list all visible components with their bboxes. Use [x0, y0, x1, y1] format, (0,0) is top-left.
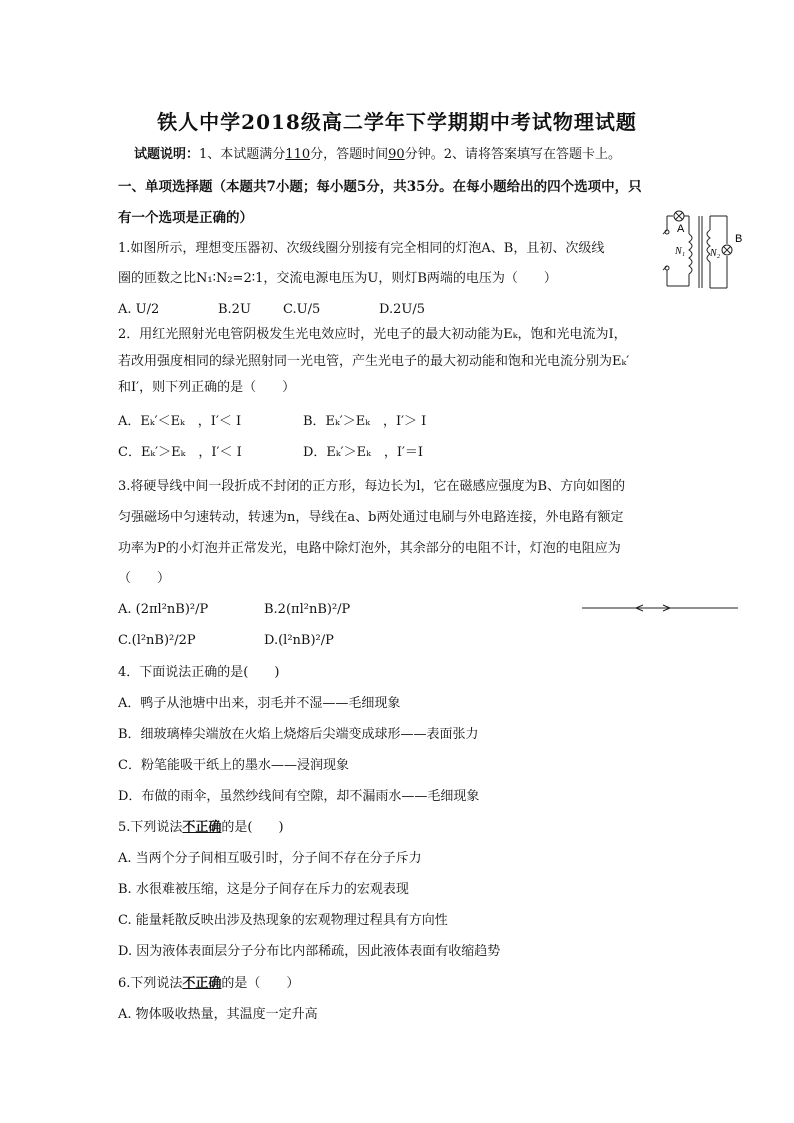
q4-stem: 4．下面说法正确的是( ): [118, 665, 280, 680]
instructions-part3: 分钟。2、请将答案填写在答题卡上。: [404, 147, 621, 162]
q2-option-a: A．Eₖ′＜Eₖ ，I′＜ I: [118, 414, 242, 429]
q4-option-b: B．细玻璃棒尖端放在火焰上烧熔后尖端变成球形——表面张力: [118, 727, 479, 742]
transformer-diagram: [655, 208, 765, 293]
magnetic-field-figure: [580, 600, 742, 616]
q6-stem-start: 6.下列说法: [118, 976, 183, 991]
q5-option-a: A. 当两个分子间相互吸引时，分子间不存在分子斥力: [118, 851, 422, 866]
section1-heading-line1: 一、单项选择题（本题共7小题；每小题5分，共35分。在每小题给出的四个选项中，只: [118, 179, 642, 195]
q3-stem-line4: （ ）: [118, 571, 171, 586]
label-n2: N₂: [710, 248, 721, 259]
q2-option-c: C．Eₖ′＞Eₖ ，I′＜ I: [118, 445, 242, 460]
q2-stem-line1: 2．用红光照射光电管阴极发生光电效应时，光电子的最大初动能为Eₖ，饱和光电流为I，: [118, 327, 627, 342]
q6-stem-emphasis: 不正确: [182, 976, 222, 991]
q6-stem-end: 的是（ ）: [221, 976, 300, 991]
q2-stem-line3: 和I′，则下列正确的是（ ）: [118, 380, 296, 395]
section1-heading-line2: 有一个选项是正确的）: [118, 210, 253, 226]
q1-option-c: C.U/5: [283, 302, 321, 317]
q3-stem-line2: 匀强磁场中匀速转动，转速为n，导线在a、b两处通过电刷与外电路连接，外电路有额定: [118, 510, 624, 525]
q1-stem-line1: 1.如图所示，理想变压器初、次级线圈分别接有完全相同的灯泡A、B，且初、次级线: [118, 241, 605, 256]
label-n1: N₁: [675, 246, 686, 257]
q2-option-b: B．Eₖ′＞Eₖ ，I′＞ I: [303, 414, 427, 429]
label-b: B: [735, 233, 743, 245]
instructions-part2: 分，答题时间: [310, 147, 389, 162]
q1-option-a: A. U/2: [118, 302, 160, 317]
instructions-part1: 1、本试题满分: [199, 147, 286, 162]
label-a: A: [677, 223, 685, 235]
q3-stem-line3: 功率为P的小灯泡并正常发光，电路中除灯泡外，其余部分的电阻不计，灯泡的电阻应为: [118, 541, 621, 556]
instructions: [134, 147, 621, 163]
q2-option-d: D．Eₖ′＞Eₖ ，I′＝I: [303, 445, 424, 460]
q3-stem-line1: 3.将硬导线中间一段折成不封闭的正方形，每边长为l，它在磁感应强度为B、方向如图的: [118, 479, 626, 494]
q5-option-d: D. 因为液体表面层分子分布比内部稀疏，因此液体表面有收缩趋势: [118, 944, 501, 959]
q5-option-c: C. 能量耗散反映出涉及热现象的宏观物理过程具有方向性: [118, 913, 448, 928]
q5-option-b: B. 水很难被压缩，这是分子间存在斥力的宏观表现: [118, 882, 409, 897]
q4-option-a: A．鸭子从池塘中出来，羽毛并不湿——毛细现象: [118, 696, 401, 711]
q4-option-d: D．布做的雨伞，虽然纱线间有空隙，却不漏雨水——毛细现象: [118, 789, 480, 804]
q6-stem: [118, 976, 299, 992]
q6-option-a: A. 物体吸收热量，其温度一定升高: [118, 1007, 318, 1022]
q1-option-d: D.2U/5: [379, 302, 425, 317]
time-value: 90: [388, 147, 405, 162]
q3-option-c: C.(l²nB)²/2P: [118, 633, 196, 648]
q5-stem: [118, 820, 284, 836]
q5-stem-start: 5.下列说法: [118, 820, 183, 835]
q1-stem-line2: 圈的匝数之比N₁∶N₂=2∶1，交流电源电压为U，则灯B两端的电压为（ ）: [118, 271, 557, 286]
q1-option-b: B.2U: [218, 302, 251, 317]
q5-stem-emphasis: 不正确: [182, 820, 222, 835]
page-title: 铁人中学2018级高二学年下学期期中考试物理试题: [157, 110, 637, 134]
score-value: 110: [285, 147, 311, 162]
q4-option-c: C．粉笔能吸干纸上的墨水——浸润现象: [118, 758, 349, 773]
q3-option-a: A. (2πl²nB)²/P: [118, 602, 209, 617]
q2-stem-line2: 若改用强度相同的绿光照射同一光电管，产生光电子的最大初动能和饱和光电流分别为Eₖ′: [118, 354, 630, 369]
q3-option-b: B.2(πl²nB)²/P: [264, 602, 351, 617]
q3-option-d: D.(l²nB)²/P: [264, 633, 334, 648]
q5-stem-end: 的是( ): [221, 820, 284, 835]
instructions-label: 试题说明：: [134, 147, 200, 162]
